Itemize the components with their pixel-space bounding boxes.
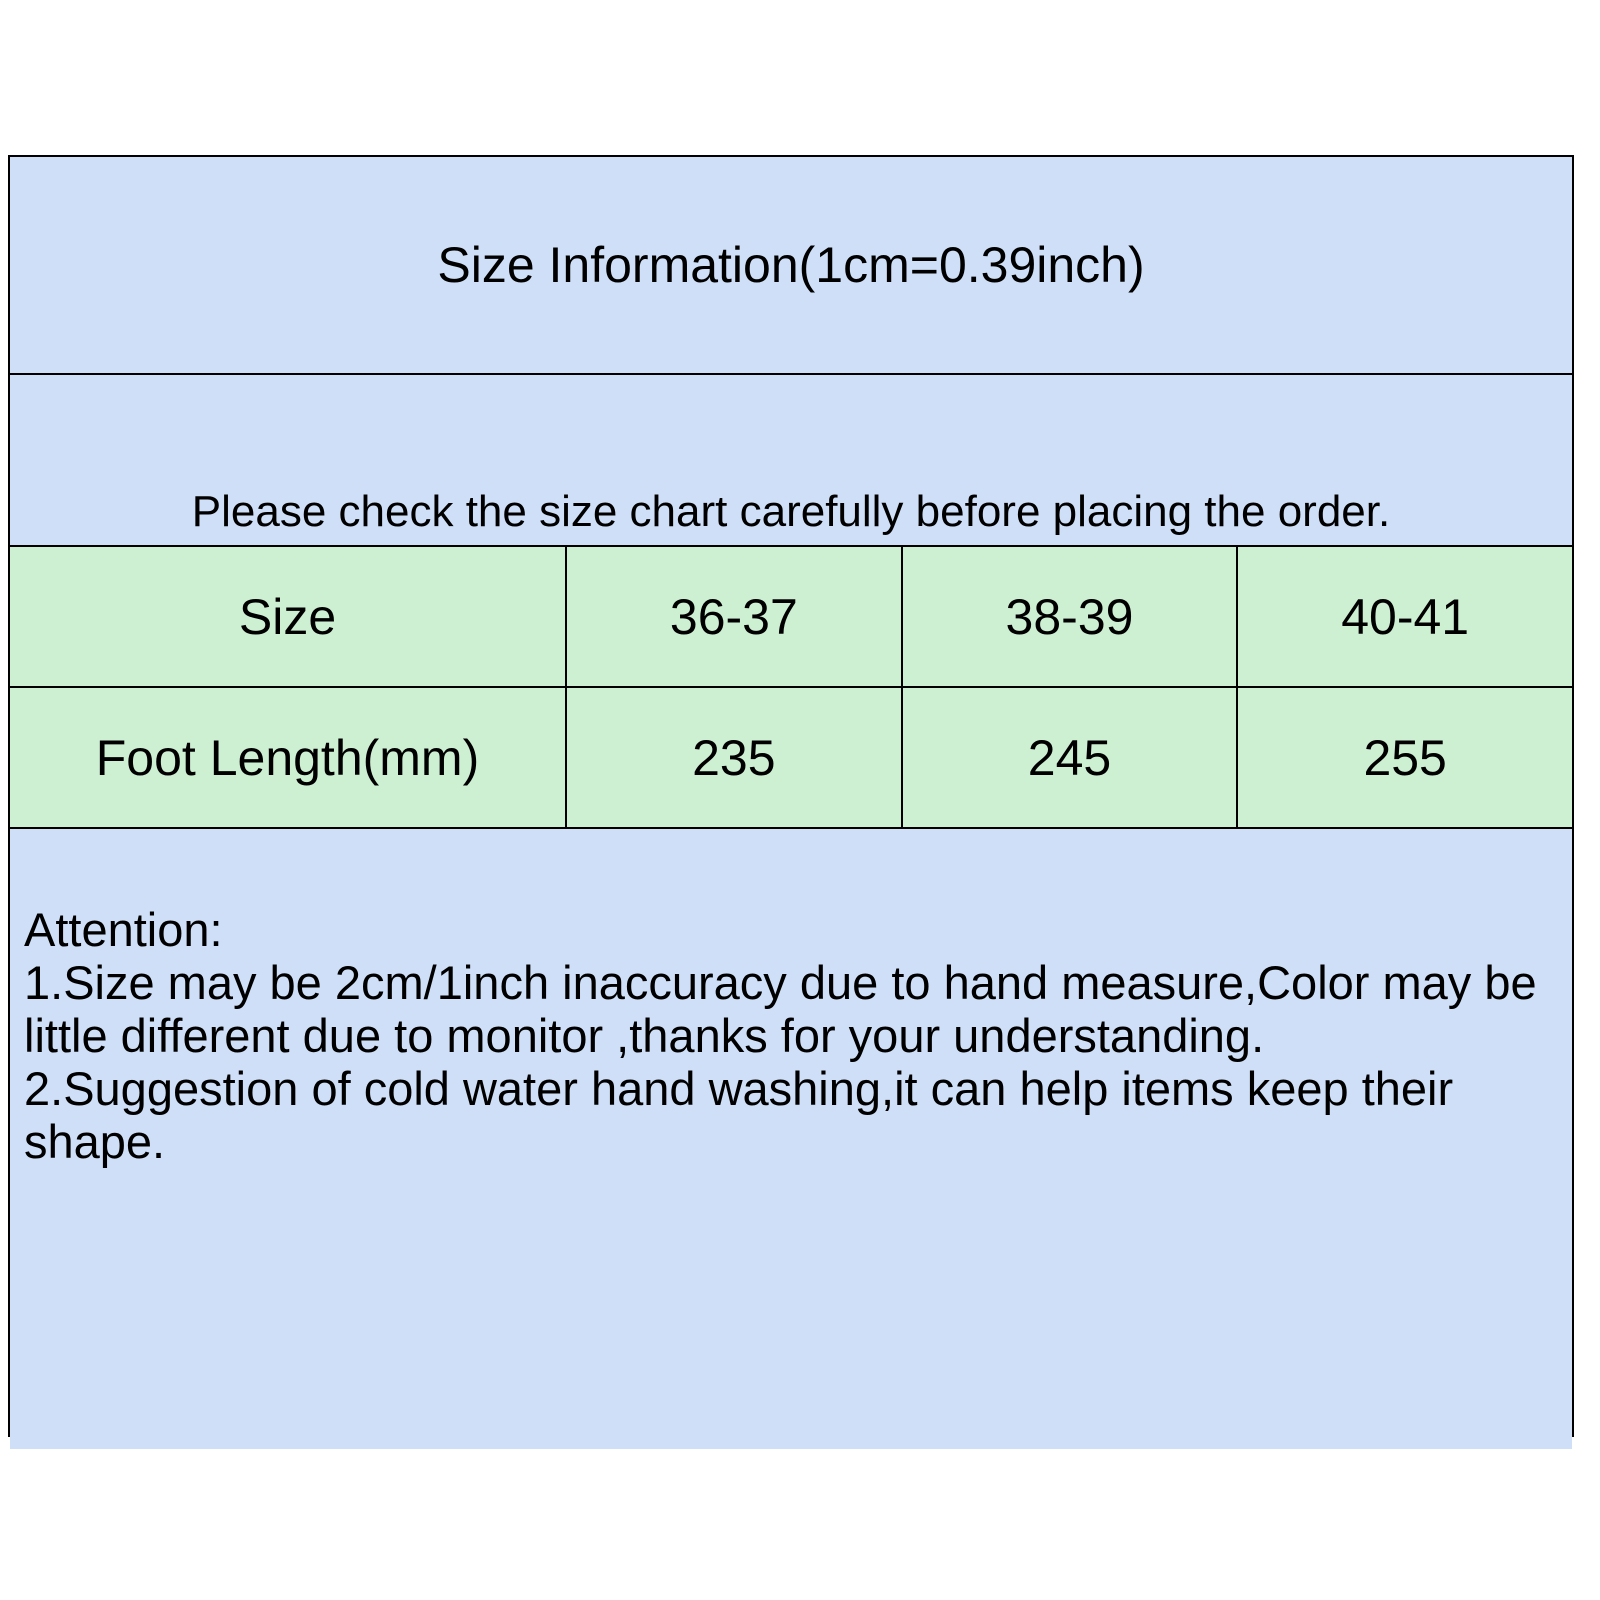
table-row: [10, 547, 1572, 687]
row-label-size: Size: [10, 547, 566, 687]
size-information-card: [8, 155, 1574, 1437]
cell-size-1: 36-37: [566, 547, 902, 687]
cell-foot-length-1: 235: [566, 687, 902, 828]
cell-size-2: 38-39: [902, 547, 1238, 687]
row-label-foot-length: Foot Length(mm): [10, 687, 566, 828]
attention-item-2: 2.Suggestion of cold water hand washing,it can help items keep their shape.: [24, 1062, 1454, 1169]
table-row: [10, 687, 1572, 828]
card-title-row: [10, 157, 1572, 375]
cell-foot-length-3: 255: [1237, 687, 1572, 828]
attention-heading: Attention:: [24, 903, 223, 956]
size-chart-table: [10, 547, 1572, 829]
cell-size-3: 40-41: [1237, 547, 1572, 687]
subtitle-text: Please check the size chart carefully before placing the order.: [191, 487, 1391, 536]
card-subtitle-row: [10, 375, 1572, 547]
cell-foot-length-2: 245: [902, 687, 1238, 828]
page-title: Size Information(1cm=0.39inch): [437, 237, 1145, 293]
attention-item-1: 1.Size may be 2cm/1inch inaccuracy due to hand measure,Color may be little different due to monitor ,thanks for your understanding.: [24, 956, 1537, 1063]
attention-section: [10, 829, 1572, 1449]
